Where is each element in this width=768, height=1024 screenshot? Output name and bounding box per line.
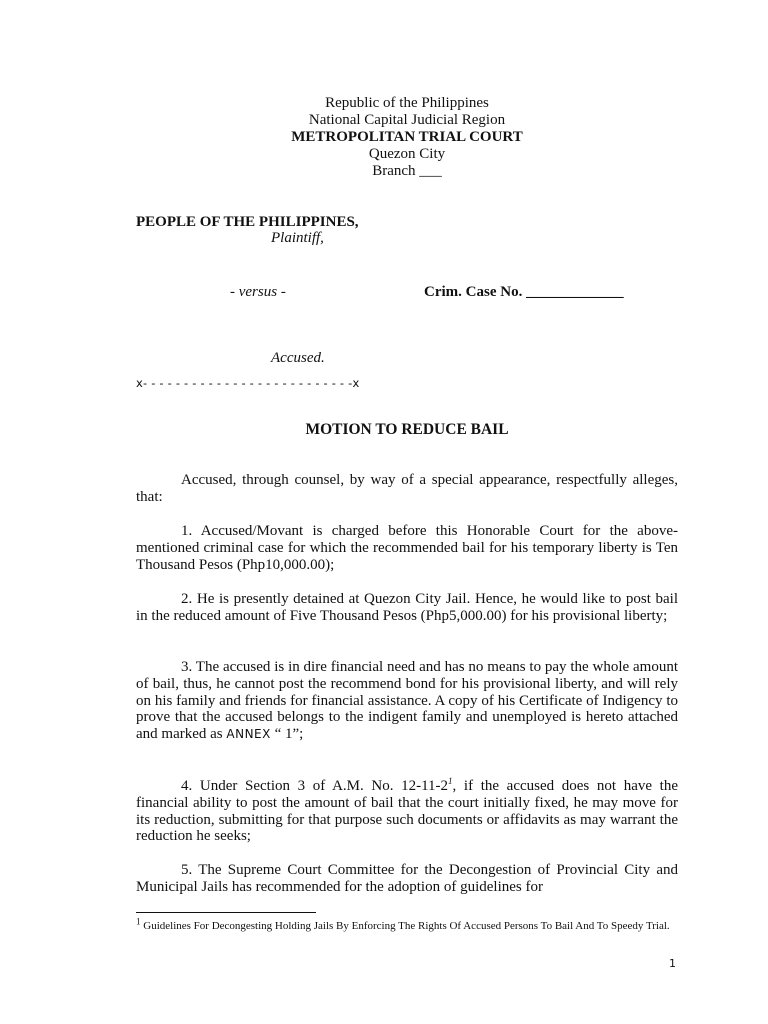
footnote-text: Guidelines For Decongesting Holding Jails By Enforcing The Rights Of Accused Persons To Bail And To Speedy Trial. bbox=[140, 920, 670, 932]
header-branch: Branch ___ bbox=[372, 163, 442, 179]
paragraph-2-text: 2. He is presently detained at Quezon City Jail. Hence, he would like to post bail in the reduced amount of Five Thousand Pesos (Php5,000.00) for his provisional liberty; bbox=[136, 591, 678, 624]
versus-label: - versus - bbox=[230, 284, 286, 300]
paragraph-3-body: 3. The accused is in dire financial need and has no means to pay the whole amount of bail, thus, he cannot post the recommend bond for his provisional liberty, and will rely on his family and friends for financial assistance. A copy of his Certificate of Indigency to prove that the accused belongs to the indigent family and unemployed is hereto attached and marked as bbox=[136, 659, 678, 743]
paragraph-4-rest: , if the accused does not have the financial ability to post the amount of bail that the court initially fixed, he may move for its reduction, submitting for that purpose such documents or affidavits as may warrant the reduction he seeks; bbox=[136, 778, 678, 845]
paragraph-5-text: 5. The Supreme Court Committee for the Decongestion of Provincial City and Municipal Jails has recommended for the adoption of guidelines for bbox=[136, 862, 678, 895]
paragraph-3-text bbox=[136, 659, 678, 743]
paragraph-3 bbox=[136, 659, 678, 743]
paragraph-1 bbox=[136, 523, 678, 573]
caption-divider: x- - - - - - - - - - - - - - - - - - - - - - - - - -x bbox=[136, 376, 360, 390]
header-republic: Republic of the Philippines bbox=[325, 95, 489, 111]
footnote-reference[interactable]: 1 bbox=[448, 776, 453, 786]
document-title: MOTION TO REDUCE BAIL bbox=[305, 421, 509, 438]
intro-text: Accused, through counsel, by way of a special appearance, respectfully alleges, that: bbox=[136, 472, 678, 505]
header-city: Quezon City bbox=[368, 146, 446, 162]
paragraph-5 bbox=[136, 862, 678, 896]
paragraph-2 bbox=[136, 591, 678, 625]
accused-role: Accused. bbox=[271, 350, 325, 366]
paragraph-4-text bbox=[136, 778, 678, 845]
header-region: National Capital Judicial Region bbox=[308, 112, 506, 128]
annex-number: “ 1”; bbox=[270, 726, 304, 743]
annex-label: ANNEX bbox=[226, 727, 271, 742]
header-court: METROPOLITAN TRIAL COURT bbox=[291, 129, 523, 145]
paragraph-1-text: 1. Accused/Movant is charged before this Honorable Court for the above-mentioned criminal case for which the recommended bail for his temporary liberty is Ten Thousand Pesos (Php10,000.00); bbox=[136, 523, 678, 573]
footnote bbox=[136, 916, 680, 933]
plaintiff-name: PEOPLE OF THE PHILIPPINES, bbox=[136, 214, 359, 230]
footnote-marker: 1 bbox=[136, 916, 141, 927]
paragraph-4 bbox=[136, 778, 678, 845]
plaintiff-role: Plaintiff, bbox=[271, 230, 324, 246]
footnote-rule bbox=[136, 912, 316, 913]
case-number-label: Crim. Case No. _____________ bbox=[424, 284, 624, 300]
paragraph-4-start: 4. Under Section 3 of A.M. No. 12-11-2 bbox=[181, 778, 449, 794]
page-number: 1 bbox=[669, 957, 676, 970]
intro-paragraph bbox=[136, 472, 678, 506]
